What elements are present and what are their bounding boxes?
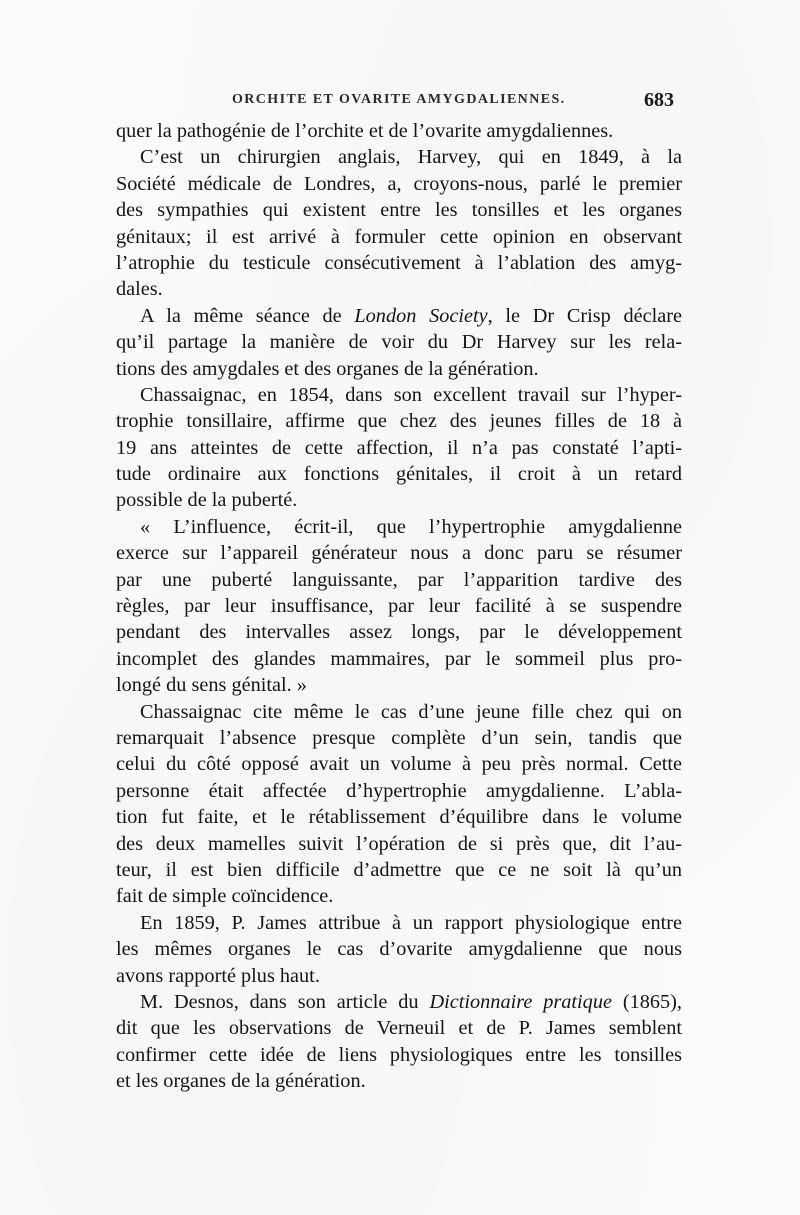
paragraph-quotation [116, 514, 682, 699]
text-line: possible de la puberté. [116, 489, 298, 512]
text-line: règles, par leur insuffisance, par leur facilité à se suspendre [116, 595, 682, 618]
paragraph-chassaignac [116, 382, 682, 514]
text-line: incomplet des glandes mammaires, par le sommeil plus pro- [116, 647, 682, 670]
page-number: 683 [644, 89, 674, 111]
running-head [0, 89, 800, 118]
text-line: et les organes de la génération. [116, 1070, 366, 1093]
paragraph-james [116, 910, 682, 989]
text-line: tude ordinaire aux fonctions génitales, il croit à un retard [116, 463, 682, 486]
journal-title: London Society [354, 304, 488, 327]
text-line [116, 989, 682, 1015]
text-run: , le Dr Crisp déclare [487, 304, 682, 327]
text-line: personne était affectée d’hypertrophie amygdalienne. L’abla- [116, 779, 682, 802]
text-line: par une puberté languissante, par l’apparition tardive des [116, 568, 682, 591]
text-line: Chassaignac, en 1854, dans son excellent travail sur l’hyper- [140, 383, 682, 406]
text-line: C’est un chirurgien anglais, Harvey, qui en 1849, à la [140, 146, 682, 169]
text-line: trophie tonsillaire, affirme que chez des jeunes filles de 18 à [116, 410, 682, 433]
text-line: l’atrophie du testicule consécutivement à l’ablation des amyg- [116, 251, 682, 274]
body-text [116, 118, 682, 1094]
text-line: longé du sens génital. » [116, 674, 307, 697]
text-line: tions des amygdales et des organes de la génération. [116, 357, 539, 380]
text-line: Chassaignac cite même le cas d’une jeune fille chez qui on [140, 700, 682, 723]
paragraph-desnos [116, 989, 682, 1095]
dictionary-title: Dictionnaire pratique [429, 990, 612, 1013]
text-run: (1865), [611, 990, 682, 1013]
running-title: ORCHITE ET OVARITE AMYGDALIENNES. [232, 92, 566, 107]
text-line: En 1859, P. James attribue à un rapport physiologique entre [140, 911, 682, 934]
text-line: fait de simple coïncidence. [116, 885, 334, 908]
text-line: génitaux; il est arrivé à formuler cette opinion en observant [116, 225, 682, 248]
text-line: avons rapporté plus haut. [116, 964, 320, 987]
text-line: Société médicale de Londres, a, croyons-nous, parlé le premier [116, 172, 682, 195]
text-line: quer la pathogénie de l’orchite et de l’ovarite amygdaliennes. [116, 120, 614, 142]
text-line: les mêmes organes le cas d’ovarite amygdalienne que nous [116, 938, 682, 961]
text-line: des deux mamelles suivit l’opération de si près que, dit l’au- [116, 832, 682, 855]
text-line: qu’il partage la manière de voir du Dr Harvey sur les rela- [116, 331, 682, 354]
text-line: « L’influence, écrit-il, que l’hypertrophie amygdalienne [140, 515, 682, 538]
text-line: des sympathies qui existent entre les tonsilles et les organes [116, 199, 682, 222]
text-line: dales. [116, 278, 163, 301]
text-line: 19 ans atteintes de cette affection, il n’a pas constaté l’apti- [116, 436, 682, 459]
paragraph-crisp [116, 303, 682, 382]
paragraph-harvey [116, 144, 682, 302]
text-line [116, 303, 682, 329]
text-line: tion fut faite, et le rétablissement d’équilibre dans le volume [116, 806, 682, 829]
text-line: confirmer cette idée de liens physiologiques entre les tonsilles [116, 1043, 682, 1066]
text-line: dit que les observations de Verneuil et de P. James semblent [116, 1017, 682, 1040]
text-line: exerce sur l’appareil générateur nous a donc paru se résumer [116, 542, 682, 565]
paragraph-case [116, 699, 682, 910]
text-run: M. Desnos, dans son article du [140, 990, 430, 1013]
text-line: pendant des intervalles assez longs, par le développement [116, 621, 682, 644]
paragraph-continuation [116, 118, 682, 144]
text-line: teur, il est bien difficile d’admettre que ce ne soit là qu’un [116, 858, 682, 881]
text-line: celui du côté opposé avait un volume à peu près normal. Cette [116, 753, 682, 776]
text-line: remarquait l’absence presque complète d’un sein, tandis que [116, 726, 682, 749]
text-run: A la même séance de [140, 304, 355, 327]
